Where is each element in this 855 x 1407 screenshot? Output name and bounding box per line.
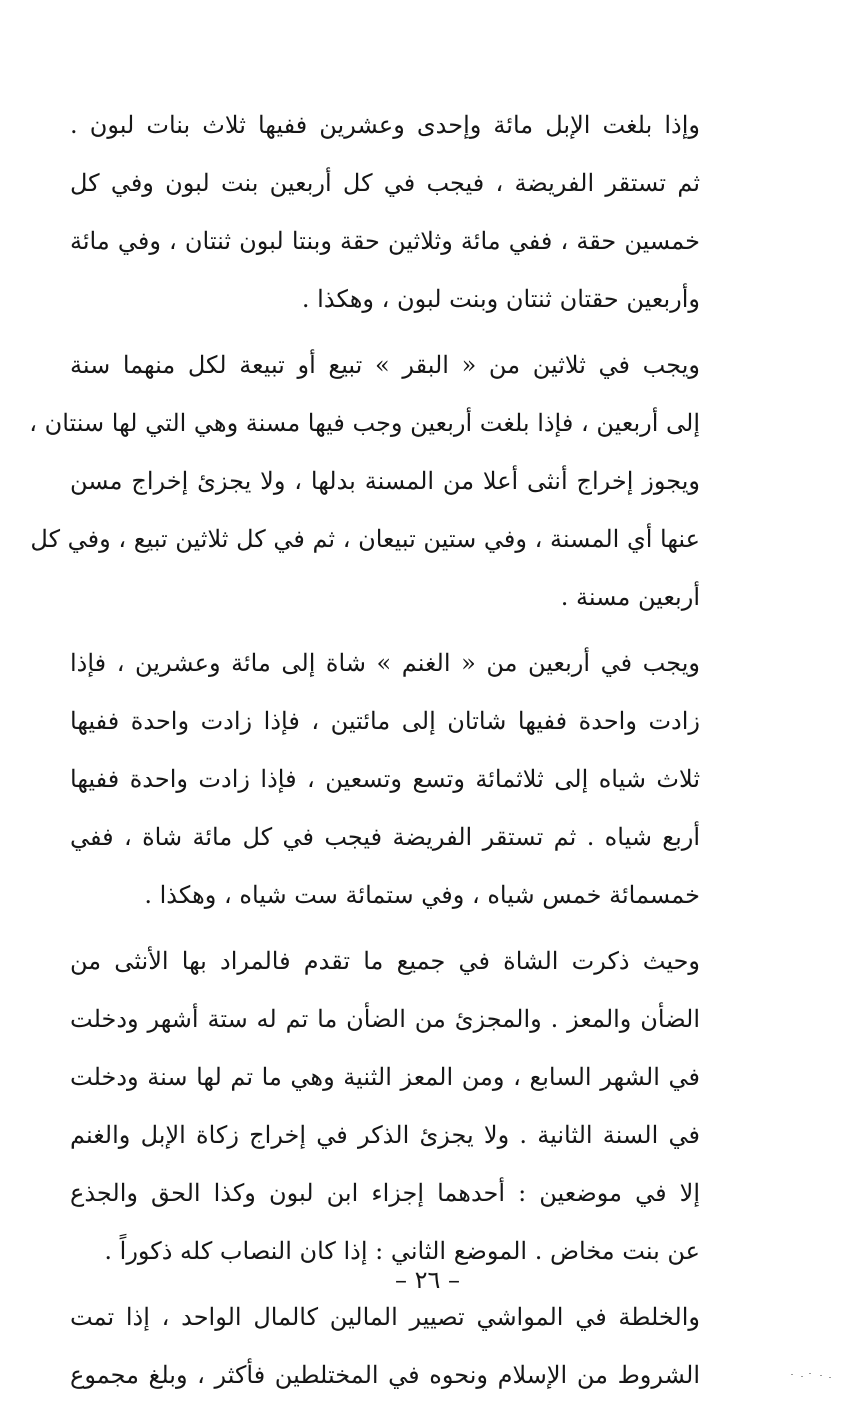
scan-specks: [787, 1371, 837, 1379]
paragraph-gap: [70, 328, 700, 336]
paragraph-sheep-zakat: [70, 634, 700, 924]
text-line: ثلاث شياه إلى ثلاثمائة وتسع وتسعين ، فإذا زادت واحدة ففيها: [70, 765, 700, 793]
paragraph-gap: [70, 626, 700, 634]
text-line: خمسمائة خمس شياه ، وفي ستمائة ست شياه ، وهكذا .: [144, 881, 700, 909]
text-line: عنها أي المسنة ، وفي ستين تبيعان ، ثم في كل ثلاثين تبيع ، وفي كل: [30, 525, 700, 553]
text-line: ويجب في ثلاثين من « البقر » تبيع أو تبيعة لكل منهما سنة: [70, 351, 700, 379]
text-line: الضأن والمعز . والمجزئ من الضأن ما تم له ستة أشهر ودخلت: [70, 1005, 700, 1033]
paragraph-mixed-herds: [70, 1288, 700, 1404]
text-line: خمسين حقة ، ففي مائة وثلاثين حقة وبنتا لبون ثنتان ، وفي مائة: [70, 227, 700, 255]
text-line: وحيث ذكرت الشاة في جميع ما تقدم فالمراد بها الأنثى من: [70, 947, 700, 975]
text-line: أربعين مسنة .: [560, 583, 700, 611]
paragraph-cattle-zakat: [29, 336, 700, 626]
text-line: ويجب في أربعين من « الغنم » شاة إلى مائة وعشرين ، فإذا: [70, 649, 700, 677]
text-line: الشروط من الإسلام ونحوه في المختلطين فأكثر ، وبلغ مجموع: [70, 1361, 700, 1389]
text-line: إلى أربعين ، فإذا بلغت أربعين وجب فيها مسنة وهي التي لها سنتان ،: [29, 409, 700, 437]
text-line: والخلطة في المواشي تصيير المالين كالمال الواحد ، إذا تمت: [70, 1303, 700, 1331]
text-line: ويجوز إخراج أنثى أعلا من المسنة بدلها ، ولا يجزئ إخراج مسن: [70, 467, 700, 495]
paragraph-gap: [70, 924, 700, 932]
page-number: – ٢٦ –: [394, 1266, 461, 1294]
text-line: زادت واحدة ففيها شاتان إلى مائتين ، فإذا زادت واحدة ففيها: [70, 707, 700, 735]
text-line: ثم تستقر الفريضة ، فيجب في كل أربعين بنت لبون وفي كل: [70, 169, 700, 197]
text-line: إلا في موضعين : أحدهما إجزاء ابن لبون وكذا الحق والجذع: [70, 1179, 700, 1207]
body-text: [29, 96, 700, 1404]
text-line: أربع شياه . ثم تستقر الفريضة فيجب في كل مائة شاة ، ففي: [70, 823, 700, 851]
text-line: وأربعين حقتان ثنتان وبنت لبون ، وهكذا .: [301, 285, 700, 313]
text-line: عن بنت مخاض . الموضع الثاني : إذا كان النصاب كله ذكوراً .: [104, 1237, 700, 1265]
paragraph-sheep-definition: [70, 932, 700, 1280]
text-line: في الشهر السابع ، ومن المعز الثنية وهي ما تم لها سنة ودخلت: [70, 1063, 700, 1091]
paragraph-camel-zakat: [70, 96, 700, 328]
text-line: وإذا بلغت الإبل مائة وإحدى وعشرين ففيها ثلاث بنات لبون .: [70, 111, 700, 139]
text-line: في السنة الثانية . ولا يجزئ الذكر في إخراج زكاة الإبل والغنم: [70, 1121, 700, 1149]
